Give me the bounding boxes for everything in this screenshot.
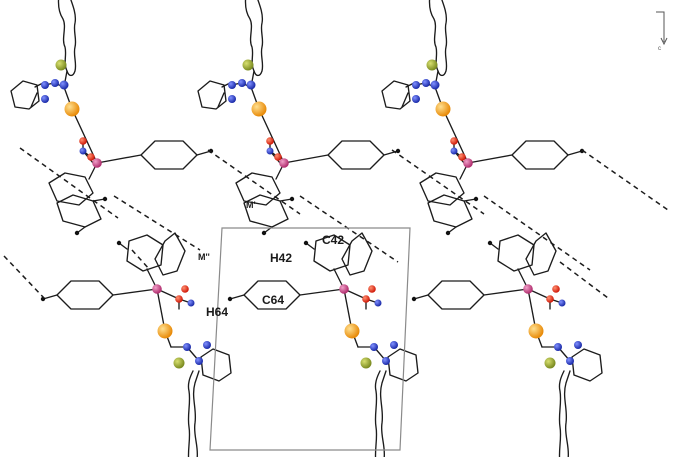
molecule-lower-1 [41, 233, 231, 457]
label-c64: C64 [262, 293, 285, 307]
label-h64: H64 [206, 305, 229, 319]
hydrogen-bond-contacts [4, 148, 668, 298]
molecule-upper-3 [382, 0, 584, 235]
molecule-lower-3 [412, 233, 602, 457]
molecule-upper-2 [198, 0, 400, 235]
label-m-prime: M' [246, 200, 256, 210]
label-c42: C42 [322, 233, 345, 247]
unit-cell-outline [210, 228, 410, 450]
axis-indicator [656, 12, 667, 52]
axis-label-c: c [658, 46, 661, 52]
molecule-upper-1 [11, 0, 213, 235]
molecule-lower-2 [228, 233, 418, 457]
label-m-double-prime: M'' [198, 252, 210, 262]
label-h42: H42 [270, 251, 293, 265]
